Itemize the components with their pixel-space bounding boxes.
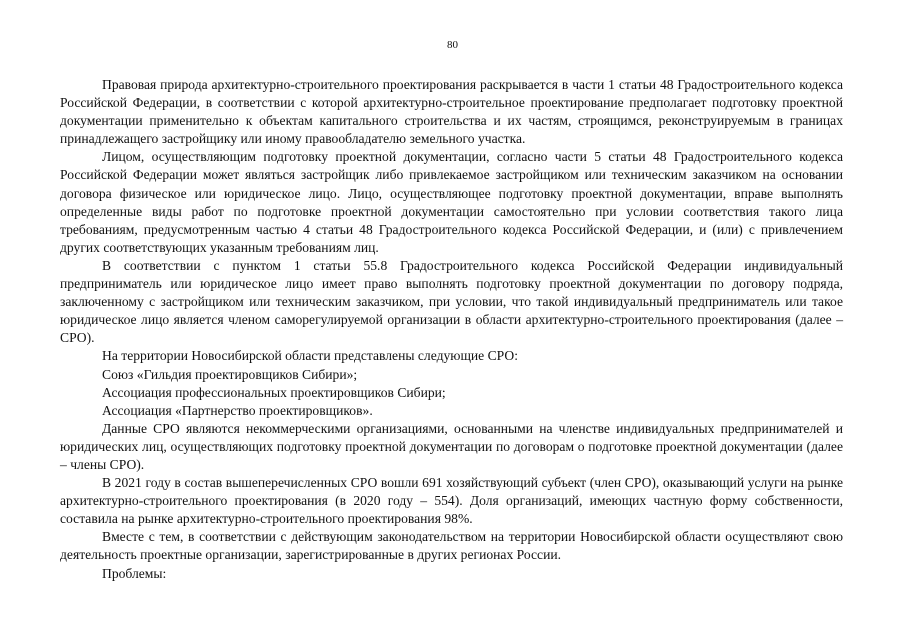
paragraph-project-documentation-preparer: Лицом, осуществляющим подготовку проектной документации, согласно части 5 статьи 48 Градостроительного кодекса Российской Федерации может являться застройщик либо привлекаемое застройщиком или техническим заказчиком на основании договора физическое или юридическое лицо. Лицо, осуществляющее подготовку проектной документации, вправе выполнять определенные виды работ по подготовке проектной документации самостоятельно при условии соответствия такого лица требованиям, предусмотренным частью 4 статьи 48 Градостроительного кодекса Российской Федерации, и (или) с привлечением других соответствующих указанным требованиям лиц.: [60, 149, 843, 255]
list-item-sro-guild: Союз «Гильдия проектировщиков Сибири»;: [102, 366, 358, 382]
paragraph-2021-statistics: В 2021 году в состав вышеперечисленных СРО вошли 691 хозяйствующий субъект (член СРО), оказывающий услуги на рынке архитектурно-строительного проектирования (в 2020 году – 554). Доля организаций, имеющих частную форму собственности, составила на рынке архитектурно-строительного проектирования 98%.: [60, 475, 843, 527]
list-item-sro-professional-designers: Ассоциация профессиональных проектировщиков Сибири;: [102, 384, 446, 400]
list-item-sro-partnership: Ассоциация «Партнерство проектировщиков».: [102, 402, 373, 418]
paragraph-other-regions: Вместе с тем, в соответствии с действующим законодательством на территории Новосибирской области осуществляют свою деятельность проектные организации, зарегистрированные в других регионах России.: [60, 529, 843, 563]
paragraph-sro-list-intro: На территории Новосибирской области представлены следующие СРО:: [102, 348, 519, 364]
paragraph-sro-membership-requirement: В соответствии с пунктом 1 статьи 55.8 Градостроительного кодекса Российской Федерации индивидуальный предприниматель или юридическое лицо имеет право выполнять подготовку проектной документации по договору подряда, заключенному с застройщиком или техническим заказчиком, при условии, что такой индивидуальный предприниматель или такое юридическое лицо является членом саморегулируемой организации в области архитектурно-строительного проектирования (далее – СРО).: [60, 257, 843, 346]
page-number: 80: [447, 39, 458, 51]
paragraph-problems-heading: Проблемы:: [102, 565, 167, 581]
document-body: [60, 76, 843, 583]
paragraph-sro-description: Данные СРО являются некоммерческими организациями, основанными на членстве индивидуальных предпринимателей и юридических лиц, осуществляющих подготовку проектной документации по договорам о подготовке проектной документации (далее – члены СРО).: [60, 420, 843, 472]
paragraph-legal-nature: Правовая природа архитектурно-строительного проектирования раскрывается в части 1 статьи 48 Градостроительного кодекса Российской Федерации, в соответствии с которой архитектурно-строительное проектирование предполагает подготовку проектной документации применительно к объектам капитального строительства и их частям, строящимся, реконструируемым в границах принадлежащего застройщику или иному правообладателю земельного участка.: [60, 77, 843, 147]
